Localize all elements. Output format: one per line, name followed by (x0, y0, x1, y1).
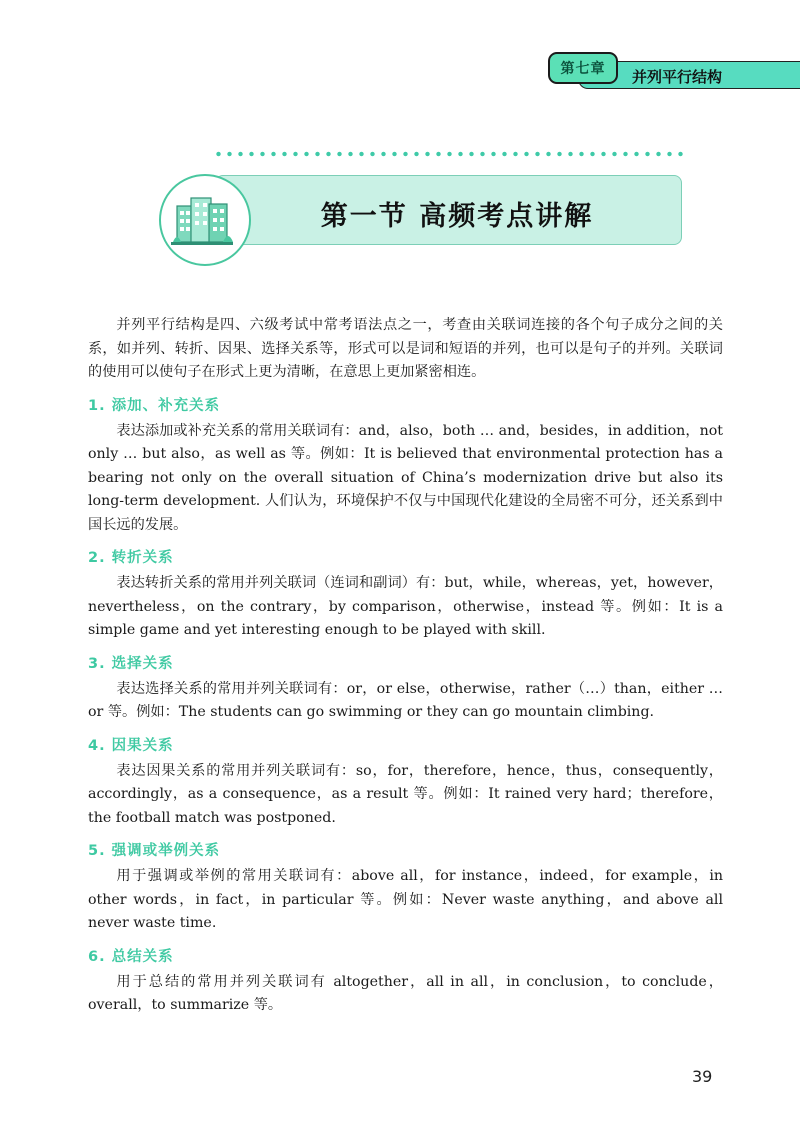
page-content (88, 314, 723, 1018)
section-heading-1: 1. 添加、补充关系 (88, 397, 221, 414)
section-text-2: 表达转折关系的常用并列关联词（连词和副词）有：but，while，whereas，yet，however，nevertheless，on the contrary，by comparison，otherwise，instead 等。例如：It is a simple game and yet interesting enough to be played with skill. (88, 575, 723, 638)
section-text-1: 表达添加或补充关系的常用关联词有：and，also，both … and，besides，in addition，not only … but also，as well as 等。例如：It is believed that environmental protection has a bearing not only on the overall situation of China’s modernization drive but also its long-term development. 人们认为，环境保护不仅与中国现代化建设的全局密不可分，还关系到中国长远的发展。 (88, 422, 723, 533)
section-heading-3: 3. 选择关系 (88, 655, 174, 672)
buildings-icon (161, 176, 245, 260)
section-text-3: 表达选择关系的常用并列关联词有：or，or else，otherwise，rather（…）than，either … or 等。例如：The students can go swimming or they can go mountain climbing. (88, 680, 723, 720)
section-text-5: 用于强调或举例的常用关联词有：above all，for instance，indeed，for example，in other words，in fact，in particular 等。例如：Never waste anything，and above all never waste time. (88, 868, 723, 931)
section-text-4: 表达因果关系的常用并列关联词有：so，for，therefore，hence，thus，consequently，accordingly，as a consequence，as a result 等。例如：It rained very hard；therefore，the football match was postponed. (88, 762, 723, 826)
section-heading-6: 6. 总结关系 (88, 948, 174, 965)
banner-icon-circle (159, 174, 251, 266)
page-number: 39 (692, 1067, 713, 1086)
chapter-header-tab (548, 50, 800, 90)
section-heading-4: 4. 因果关系 (88, 737, 174, 754)
intro-paragraph: 并列平行结构是四、六级考试中常考语法点之一，考查由关联词连接的各个句子成分之间的关系，如并列、转折、因果、选择关系等，形式可以是词和短语的并列，也可以是句子的并列。关联词的使用可以使句子在形式上更为清晰，在意思上更加紧密相连。 (88, 317, 723, 380)
banner-dots-decoration (213, 150, 683, 158)
section-text-6: 用于总结的常用并列关联词有 altogether，all in all，in conclusion，to conclude，overall，to summarize 等。 (88, 973, 723, 1013)
chapter-title: 并列平行结构 (632, 68, 723, 86)
section-title: 第一节 高频考点讲解 (320, 201, 594, 232)
section-heading-2: 2. 转折关系 (88, 550, 174, 566)
section-banner (155, 150, 690, 265)
chapter-badge: 第七章 (548, 52, 618, 84)
section-heading-5: 5. 强调或举例关系 (88, 843, 221, 859)
